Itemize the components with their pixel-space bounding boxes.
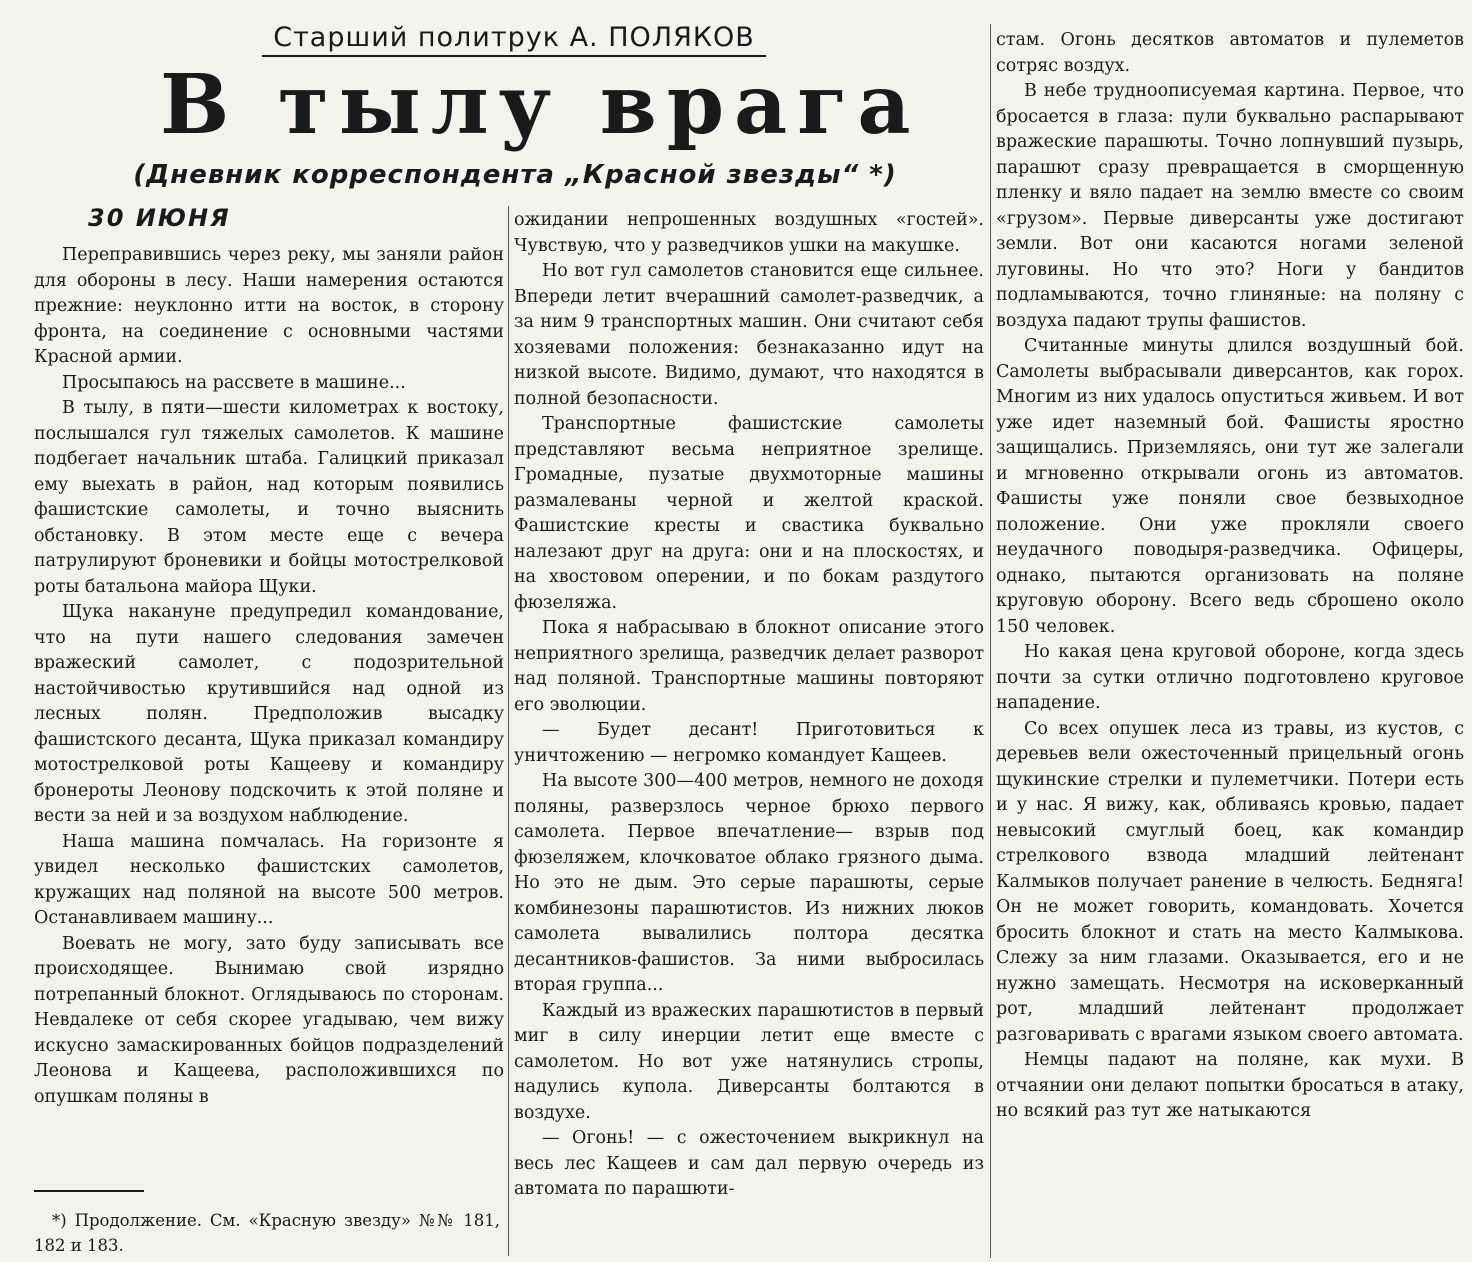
footnote-text: *) Продолжение. См. «Красную звезду» №№ 181, 182 и 183. xyxy=(34,1211,500,1255)
footnote xyxy=(34,1208,500,1258)
footnote-rule xyxy=(34,1190,144,1192)
paragraph: стам. Огонь десятков автоматов и пулеметов сотряс воздух. xyxy=(996,30,1464,76)
column-divider xyxy=(990,24,991,1258)
paragraph: Немцы падают на поляне, как мухи. В отчаянии они делают попытки бросаться в атаку, но всякий раз тут же натыкаются xyxy=(996,1050,1464,1121)
paragraph: В небе трудноописуемая картина. Первое, что бросается в глаза: пули буквально распарывают вражеские парашюты. Точно лопнувший пузырь, парашют сразу превращается в сморщенную пленку и вяло падает на землю вместе со своим «грузом». Первые диверсанты уже достигают земли. Вот они касаются ногами зеленой луговины. Но что это? Ноги у бандитов подламываются, точно глиняные: на поляну с воздуха падают трупы фашистов. xyxy=(996,81,1464,331)
text-column-3 xyxy=(996,28,1464,1258)
paragraph: Каждый из вражеских парашютистов в первый миг в силу инерции летит еще вместе с самолетом. Но вот уже натянулись стропы, надулись купола. Диверсанты болтаются в воздухе. xyxy=(514,1000,984,1123)
byline: Старший политрук А. ПОЛЯКОВ xyxy=(262,22,766,57)
paragraph: Просыпаюсь на рассвете в машине... xyxy=(62,372,406,393)
diary-date: 30 ИЮНЯ xyxy=(88,204,231,232)
paragraph: Пока я набрасываю в блокнот описание этого неприятного зрелища, разведчик делает разворот над поляной. Транспортные машины повторяют его эволюции. xyxy=(514,618,984,715)
text-column-1 xyxy=(34,243,504,1183)
text-column-2 xyxy=(514,208,984,1258)
paragraph: Воевать не могу, зато буду записывать все происходящее. Вынимаю свой изрядно потрепанный блокнот. Оглядываюсь по сторонам. Невдалеке от себя скорее угадываю, чем вижу искусно замаскированных бойцов подразделений Леонова и Кащеева, расположившихся по опушкам поляны в xyxy=(34,933,504,1107)
column-divider xyxy=(508,206,509,1256)
paragraph: Со всех опушек леса из травы, из кустов, с деревьев вели ожесточенный прицельный огонь щукинские стрелки и пулеметчики. Потери есть и у нас. Я вижу, как, обливаясь кровью, падает невысокий смуглый боец, как командир стрелкового взвода младший лейтенант Калмыков получает ранение в челюсть. Бедняга! Он не может говорить, командовать. Хочется бросить блокнот и стать на место Калмыкова. Слежу за ним глазами. Оказывается, его и не нужно замещать. Несмотря на исковерканный рот, младший лейтенант продолжает разговаривать с врагами языком своего автомата. xyxy=(996,718,1464,1045)
subtitle: (Дневник корреспондента „Красной звезды“ *) xyxy=(133,160,897,190)
paragraph: Считанные минуты длился воздушный бой. Самолеты выбрасывали диверсантов, как горох. Многим из них удалось опуститься живьем. И вот уже идет наземный бой. Фашисты яростно защищались. Приземляясь, они тут же залегали и мгновенно открывали огонь из автоматов. Фашисты уже поняли свое безвыходное положение. Они уже прокляли своего неудачного поводыря-разведчика. Офицеры, однако, пытаются организовать на поляне круговую оборону. Всего ведь сброшено около 150 человек. xyxy=(996,336,1464,637)
paragraph: Транспортные фашистские самолеты представляют весьма неприятное зрелище. Громадные, пузатые двухмоторные машины размалеваны черной и желтой краской. Фашистские кресты и свастика буквально налезают друг на друга: они и на плоскостях, и на хвостовом оперении, и по бокам раздутого фюзеляжа. xyxy=(514,414,984,613)
paragraph: — Огонь! — с ожесточением выкрикнул на весь лес Кащеев и сам дал первую очередь из автомата по парашюти- xyxy=(514,1128,984,1199)
paragraph: Щука накануне предупредил командование, что на пути нашего следования замечен вражеский самолет, с подозрительной настойчивостью крутившийся над одной из лесных полян. Предположив высадку фашистского десанта, Щука приказал командиру мотострелковой роты Кащееву и командиру бронероты Леонову подскочить к этой поляне и вести за ней и за воздухом наблюдение. xyxy=(34,602,504,826)
paragraph: Наша машина помчалась. На горизонте я увидел несколько фашистских самолетов, кружащих над поляной на высоте 500 метров. Останавливаем машину... xyxy=(34,831,504,928)
paragraph: В тылу, в пяти—шести километрах к востоку, послышался гул тяжелых самолетов. К машине подбегает начальник штаба. Галицкий приказал ему выехать в район, над которым появились фашистские самолеты, и точно выяснить обстановку. В этом месте еще с вечера патрулируют броневики и бойцы мотострелковой роты батальона майора Щуки. xyxy=(34,398,504,597)
paragraph: Переправившись через реку, мы заняли район для обороны в лесу. Наши намерения остаются прежние: неуклонно итти на восток, в сторону фронта, на соединение с основными частями Красной армии. xyxy=(34,245,504,367)
paragraph: Но вот гул самолетов становится еще сильнее. Впереди летит вчерашний самолет-разведчик, а за ним 9 транспортных машин. Они считают себя хозяевами положения: безнаказанно идут на низкой высоте. Видимо, думают, что находятся в полной безопасности. xyxy=(514,261,984,409)
headline: В тылу врага xyxy=(160,57,921,153)
paragraph: — Будет десант! Приготовиться к уничтожению — негромко командует Кащеев. xyxy=(514,720,984,766)
paragraph: ожидании непрошенных воздушных «гостей». Чувствую, что у разведчиков ушки на макушке. xyxy=(514,210,984,256)
paragraph: Но какая цена круговой обороне, когда здесь почти за сутки отлично подготовлено круговое нападение. xyxy=(996,642,1464,713)
paragraph: На высоте 300—400 метров, немного не доходя поляны, разверзлось черное брюхо первого самолета. Первое впечатление— взрыв под фюзеляжем, клочковатое облако грязного дыма. Но это не дым. Это серые парашюты, серые комбинезоны парашютистов. Из нижних люков самолета вывалились полтора десятка десантников-фашистов. За ними выбросилась вторая группа... xyxy=(514,771,984,995)
